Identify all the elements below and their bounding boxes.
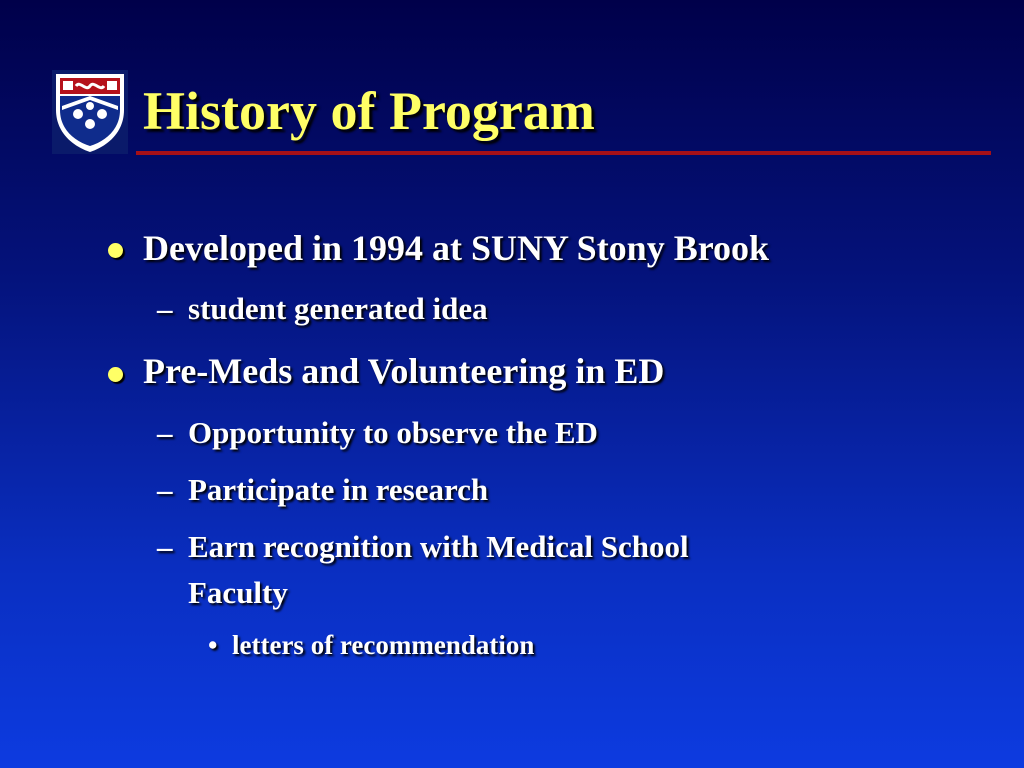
sub-bullet-item: Earn recognition with Medical School [188,529,689,564]
sub-bullet-item: Opportunity to observe the ED [188,415,598,450]
bullet-dot-icon [108,367,123,382]
slide-title: History of Program [143,81,595,141]
dash-marker: – [157,291,173,326]
bullet-item: Pre-Meds and Volunteering in ED [143,351,665,391]
dash-marker: – [157,529,173,564]
dash-marker: – [157,472,173,507]
sub-bullet-continuation: Faculty [188,575,288,610]
sub-bullet-item: Participate in research [188,472,489,507]
sub-sub-bullet-item: letters of recommendation [232,630,535,660]
bullet-item: Developed in 1994 at SUNY Stony Brook [143,228,770,268]
dot-marker: • [208,630,218,660]
bullet-dot-icon [108,243,123,258]
sub-bullet-item: student generated idea [188,291,488,326]
dash-marker: – [157,415,173,450]
